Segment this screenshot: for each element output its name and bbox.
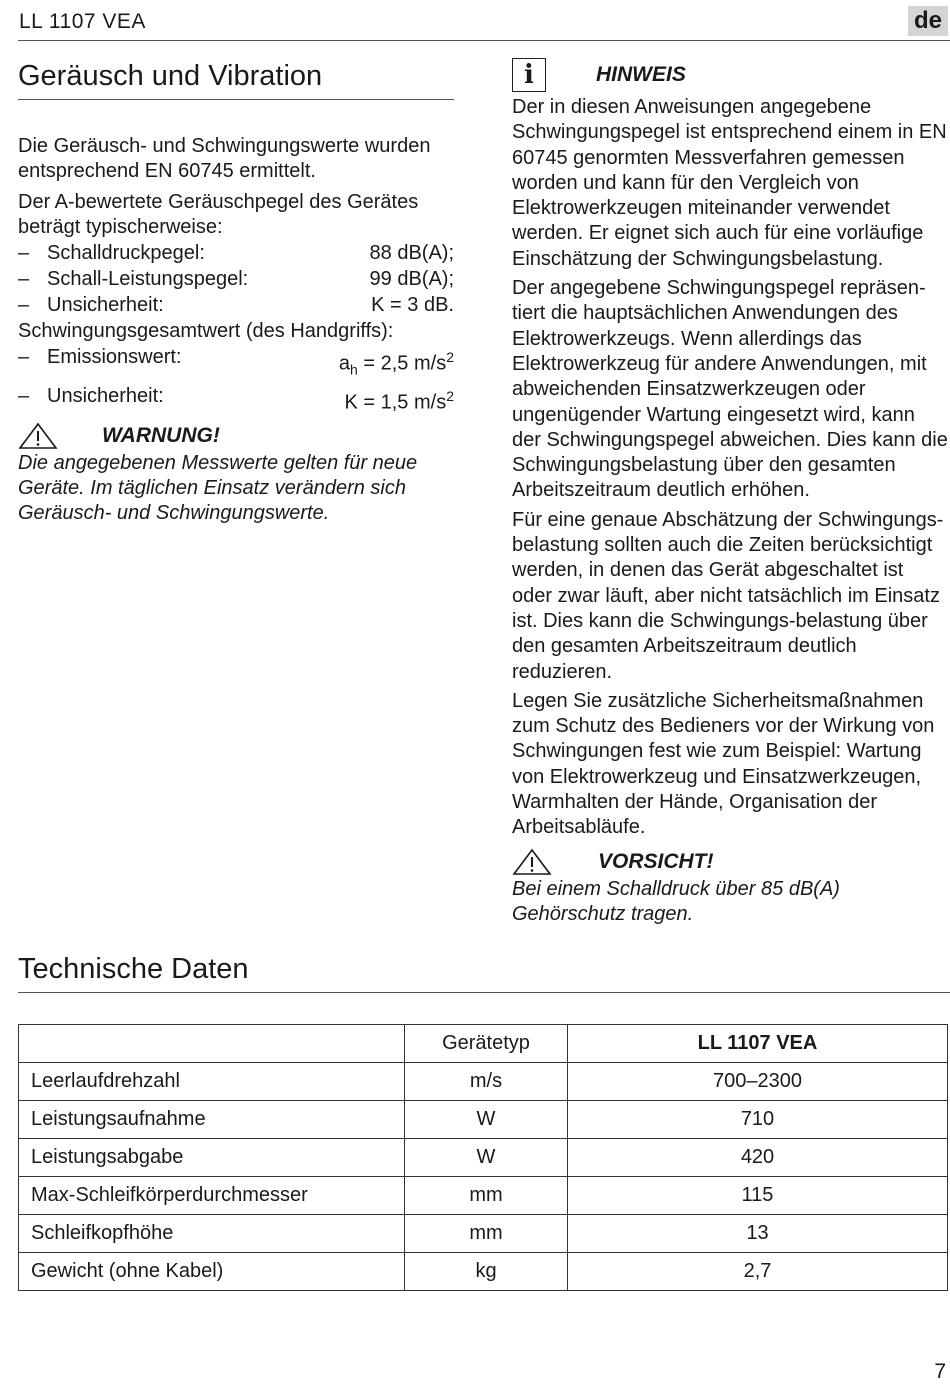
dash: – [18, 294, 30, 316]
warning-title: WARNUNG! [102, 424, 220, 448]
header-cell-label [19, 1025, 405, 1063]
table-row [19, 1215, 948, 1253]
section-divider [18, 99, 454, 100]
noise-vibration-section [18, 60, 454, 526]
intro-paragraph: Die Geräusch- und Schwingungswerte wurden entsprechend EN 60745 ermittelt. [18, 135, 431, 182]
table-row [19, 1101, 948, 1139]
warning-text: Die angegebenen Messwerte gelten für neue Geräte. Im täglichen Einsatz verändern sich Geräusch- und Schwingungswerte. [18, 452, 418, 525]
list-label: Schalldruckpegel: [47, 242, 205, 264]
header-cell-unit: Gerätetyp [405, 1025, 568, 1063]
row-value: 115 [568, 1177, 948, 1215]
list-item [18, 383, 454, 416]
caution-triangle-icon [512, 848, 552, 876]
note-paragraph: Für eine genaue Abschätzung der Schwingungs-belastung sollten auch die Zeiten berücksichtigt werden, in denen das Gerät abgeschaltet ist oder zwar läuft, aber nicht tatsächlich im Einsatz ist. Dies kann die Schwingungs-belastung über den gesamten Arbeitszeitraum deutlich reduzieren. [512, 508, 944, 683]
row-label: Leistungsabgabe [19, 1139, 405, 1177]
row-unit: W [405, 1101, 568, 1139]
list-item [18, 292, 454, 318]
table-row [19, 1253, 948, 1291]
dash: – [18, 242, 30, 264]
list-label: Emissionswert: [47, 346, 182, 368]
value-main: K = 1,5 m/s [344, 391, 447, 414]
note-title: HINWEIS [596, 63, 686, 86]
row-unit: kg [405, 1253, 568, 1291]
row-value: 13 [568, 1215, 948, 1253]
header-divider [18, 40, 950, 41]
caution-text: Bei einem Schalldruck über 85 dB(A) Gehörschutz tragen. [512, 877, 840, 925]
list-value: K = 3 dB. [371, 294, 454, 316]
list-value: 88 dB(A); [369, 242, 454, 264]
header-cell-model: LL 1107 VEA [568, 1025, 948, 1063]
list-item [18, 240, 454, 266]
warning-header [18, 421, 454, 451]
warning-triangle-icon [18, 422, 58, 450]
a-weighted-paragraph: Der A-bewertete Geräuschpegel des Gerätes beträgt typischerweise: [18, 191, 419, 238]
value-superscript: 2 [446, 349, 454, 365]
list-value [344, 383, 454, 416]
table-header-row [19, 1025, 948, 1063]
value-symbol: a [338, 352, 351, 375]
tech-divider [18, 992, 950, 993]
row-label: Max-Schleifkörperdurchmesser [19, 1177, 405, 1215]
vibration-heading: Schwingungsgesamtwert (des Handgriffs): [18, 320, 394, 342]
dash: – [18, 268, 30, 290]
spec-table [18, 1024, 948, 1291]
document-model-header: LL 1107 VEA [19, 10, 146, 33]
note-paragraph: Der in diesen Anweisungen angegebene Schwingungspegel ist entsprechend einem in EN 60745 genormten Messverfahren gemessen worden und kann für den Vergleich von Elektrowerkzeugen miteinander verwendet werden. Er eignet sich auch für eine vorläufige Einschätzung der Schwingungsbelastung. [512, 96, 947, 270]
row-value: 710 [568, 1101, 948, 1139]
value-subscript: h [350, 361, 358, 378]
note-header [512, 55, 948, 95]
row-unit: mm [405, 1177, 568, 1215]
dash: – [18, 384, 30, 407]
page-number: 7 [934, 1360, 946, 1383]
table-row [19, 1063, 948, 1101]
row-unit: m/s [405, 1063, 568, 1101]
table-row [19, 1177, 948, 1215]
caution-title: VORSICHT! [598, 849, 714, 873]
section-title: Geräusch und Vibration [18, 60, 323, 92]
row-label: Schleifkopfhöhe [19, 1215, 405, 1253]
tech-data-title: Technische Daten [18, 953, 249, 985]
row-label: Gewicht (ohne Kabel) [19, 1253, 405, 1291]
list-item [18, 344, 454, 383]
row-value: 700–2300 [568, 1063, 948, 1101]
list-item [18, 266, 454, 292]
value-superscript: 2 [446, 387, 454, 404]
dash: – [18, 346, 30, 368]
language-badge: de [908, 6, 948, 36]
list-label: Unsicherheit: [47, 384, 164, 407]
list-value: 99 dB(A); [369, 268, 454, 290]
row-unit: W [405, 1139, 568, 1177]
row-value: 420 [568, 1139, 948, 1177]
caution-header [512, 847, 948, 877]
note-paragraph: Der angegebene Schwingungspegel repräsen-tiert die hauptsächlichen Anwendungen des Elektrowerkzeugs. Wenn allerdings das Elektrowerkzeug für andere Anwendungen, mit abweichenden Einsatzwerkzeugen oder ungenügender Wartung eingesetzt wird, kann der Schwingungspegel abweichen. Dies kann die Schwingungsbelastung über den gesamten Arbeitszeitraum deutlich erhöhen. [512, 277, 948, 502]
list-label: Unsicherheit: [47, 294, 164, 316]
row-label: Leistungsaufnahme [19, 1101, 405, 1139]
row-value: 2,7 [568, 1253, 948, 1291]
note-paragraph: Legen Sie zusätzliche Sicherheitsmaßnahmen zum Schutz des Bedieners vor der Wirkung von Schwingungen fest wie zum Beispiel: Wartung von Elektrowerkzeug und Einsatzwerkzeugen, Warmhalten der Hände, Organisation der Arbeitsabläufe. [512, 689, 935, 839]
row-unit: mm [405, 1215, 568, 1253]
list-label: Schall-Leistungspegel: [47, 268, 249, 290]
value-main: = 2,5 m/s [357, 352, 447, 375]
note-column [512, 55, 948, 927]
table-row [19, 1139, 948, 1177]
info-icon: i [512, 58, 546, 92]
list-value [339, 344, 454, 383]
row-label: Leerlaufdrehzahl [19, 1063, 405, 1101]
